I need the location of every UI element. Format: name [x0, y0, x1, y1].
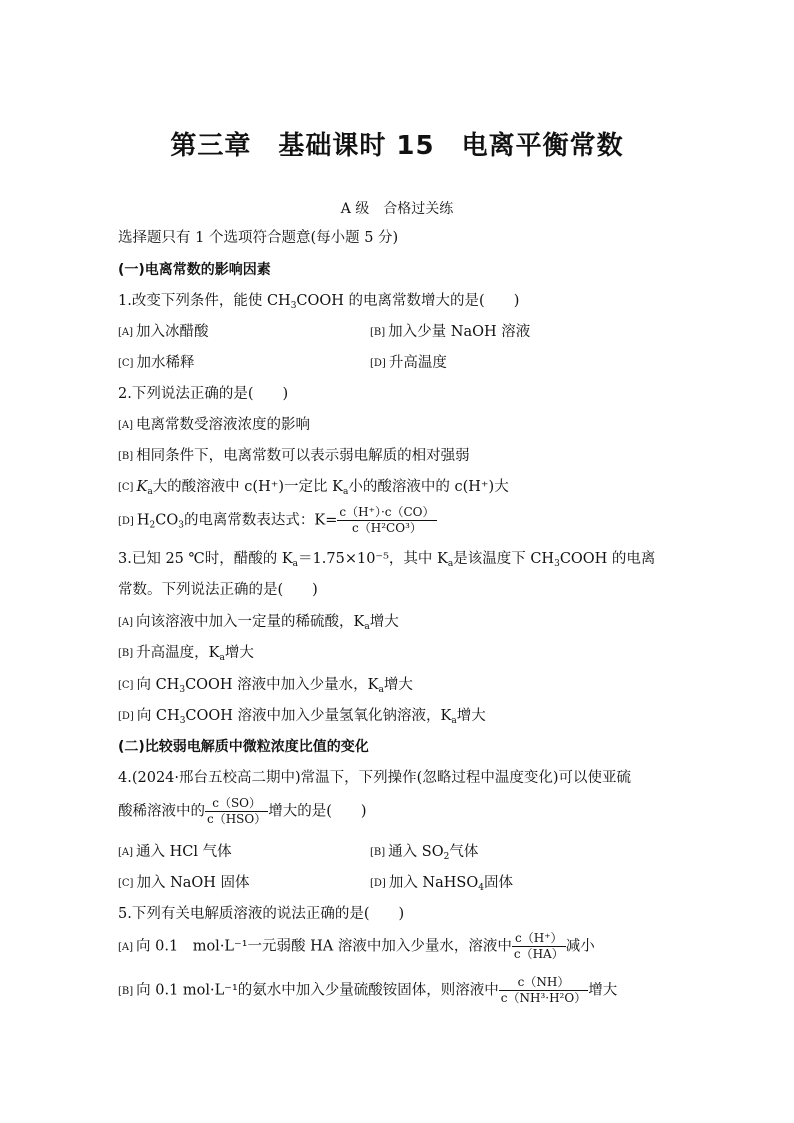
ka-expression-fraction: $\frac{c(H^+)\cdot c(CO)}{\text{c（H²CO³）}}$ — [339, 505, 435, 535]
section-heading-2: (二)比较弱电解质中微粒浓度比值的变化 — [118, 739, 369, 755]
question-4-stem-line1: 4.(2024·邢台五校高二期中)常温下，下列操作(忽略过程中温度变化)可以使亚硫 — [118, 770, 631, 786]
q4-option-a[interactable]: [A] 通入 HCl 气体 — [118, 844, 232, 860]
page-title: 第三章 基础课时 15 电离平衡常数 — [170, 131, 624, 161]
section-heading-1: (一)电离常数的影响因素 — [118, 262, 271, 278]
q2-option-c[interactable]: [C] $K_a$大的酸溶液中 c(H⁺)一定比 $K_a$小的酸溶液中的 c(H⁺)大 — [118, 479, 509, 497]
q1-option-a[interactable]: [A] 加入冰醋酸 — [118, 324, 209, 340]
q5b-ratio-fraction: $\frac{c(NH)}{\text{c（NH³·H²O）}}$ — [500, 975, 587, 1005]
instruction: 选择题只有 1 个选项符合题意(每小题 5 分) — [118, 230, 399, 246]
q3-option-d[interactable]: [D] 向 $CH_3COOH$ 溶液中加入少量氢氧化钠溶液，$K_a$增大 — [118, 708, 486, 726]
question-3-stem-line1: 3.已知 25 ℃时，醋酸的 $K_a=1.75\times 10^{-5}$，其中 $K_a$是该温度下 $CH_3COOH$ 的电离 — [118, 551, 656, 569]
q2-option-b[interactable]: [B] 相同条件下，电离常数可以表示弱电解质的相对强弱 — [118, 448, 470, 464]
q3-option-b[interactable]: [B] 升高温度，$K_a$增大 — [118, 645, 254, 663]
level-heading: A 级 合格过关练 — [340, 201, 454, 217]
question-2-stem: 2.下列说法正确的是( ) — [118, 386, 289, 402]
q4-option-d[interactable]: [D] 加入 NaHSO$_4$固体 — [370, 875, 513, 893]
q4-ratio-fraction: $\frac{c(SO)}{\text{c（HSO）}}$ — [207, 796, 267, 826]
q5-option-a[interactable]: [A] 向 0.1 mol·L⁻¹一元弱酸 HA 溶液中加入少量水，溶液中 $\frac{c(H^+)}{c(HA)}$ 减小 — [118, 931, 595, 961]
question-4-stem-line2: 酸稀溶液中的 $\frac{c(SO)}{\text{c（HSO）}}$ 增大的是( ) — [118, 796, 367, 826]
q4-option-c[interactable]: [C] 加入 NaOH 固体 — [118, 875, 250, 891]
q2-option-d[interactable]: [D] $H_2CO_3$的电离常数表达式：K= $\frac{c(H^+)\cdot c(CO)}{\text{c（H²CO³）}}$ — [118, 505, 435, 535]
q5a-ratio-fraction: $\frac{c(H^+)}{c(HA)}$ — [513, 931, 564, 961]
q3-option-a[interactable]: [A] 向该溶液中加入一定量的稀硫酸，$K_a$增大 — [118, 614, 399, 632]
question-3-stem-line2: 常数。下列说法正确的是( ) — [118, 582, 318, 598]
question-1-stem: 1.改变下列条件，能使 $CH_3COOH$ 的电离常数增大的是( ) — [118, 293, 520, 311]
question-5-stem: 5.下列有关电解质溶液的说法正确的是( ) — [118, 906, 405, 922]
q1-option-b[interactable]: [B] 加入少量 NaOH 溶液 — [370, 324, 531, 340]
q3-option-c[interactable]: [C] 向 $CH_3COOH$ 溶液中加入少量水，$K_a$增大 — [118, 677, 413, 695]
q4-option-b[interactable]: [B] 通入 $SO_2$气体 — [370, 844, 479, 862]
q2-option-a[interactable]: [A] 电离常数受溶液浓度的影响 — [118, 417, 311, 433]
q1-option-c[interactable]: [C] 加水稀释 — [118, 355, 195, 371]
q5-option-b[interactable]: [B] 向 0.1 mol·L⁻¹的氨水中加入少量硫酸铵固体，则溶液中 $\frac{c(NH)}{\text{c（NH³·H²O）}}$ 增大 — [118, 975, 618, 1005]
q1-option-d[interactable]: [D] 升高温度 — [370, 355, 447, 371]
